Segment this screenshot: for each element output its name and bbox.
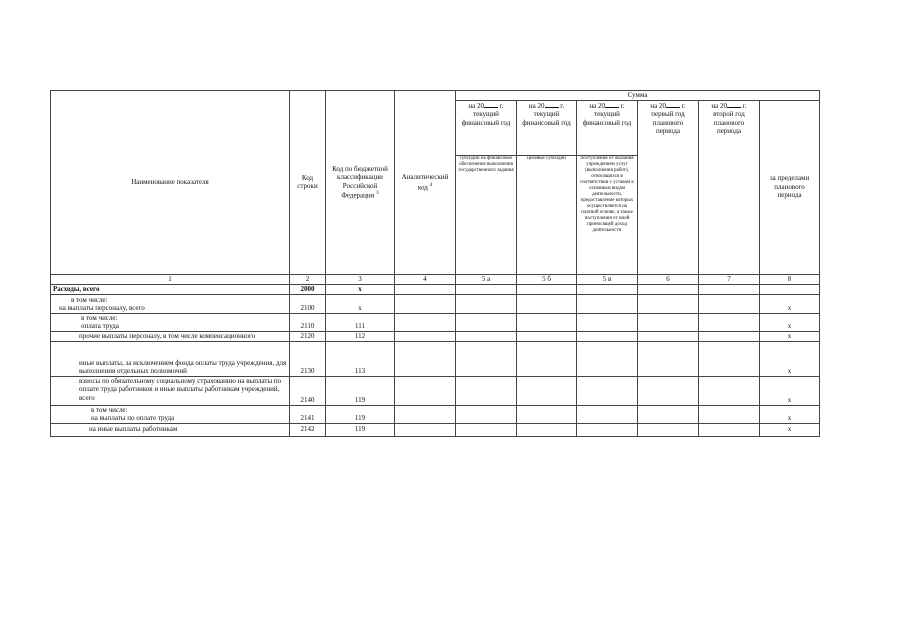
cell-5a[interactable] xyxy=(456,376,517,405)
row-kbk: 119 xyxy=(326,405,395,423)
cell-6[interactable] xyxy=(638,331,699,341)
col-number: 6 xyxy=(638,274,699,284)
header-indicator-name: Наименование показателя xyxy=(51,91,290,275)
cell-5b[interactable] xyxy=(517,331,577,341)
cell-7[interactable] xyxy=(699,376,760,405)
cell-5v[interactable] xyxy=(577,423,638,436)
table-row xyxy=(51,294,820,313)
cell-5v[interactable] xyxy=(577,331,638,341)
cell-7[interactable] xyxy=(699,294,760,313)
row-name: в том числе: на выплаты по оплате труда xyxy=(51,405,290,423)
row-kbk: 119 xyxy=(326,423,395,436)
cell-5b[interactable] xyxy=(517,423,577,436)
row-kbk: 113 xyxy=(326,341,395,376)
header-col5v: на 20 г. текущий финансовый год xyxy=(577,100,638,155)
budget-expenses-table xyxy=(50,90,820,437)
row-kbk: 119 xyxy=(326,376,395,405)
table-row xyxy=(51,405,820,423)
cell-analytic[interactable] xyxy=(395,423,456,436)
cell-8[interactable]: x xyxy=(760,405,820,423)
row-name: прочие выплаты персоналу, в том числе компенсационного xyxy=(51,331,290,341)
header-budget-code xyxy=(326,91,395,275)
header-sum: Сумма xyxy=(456,91,820,101)
header-budget-code-text: Код по бюджетной классификации Российской Федерации xyxy=(332,164,388,200)
table-row xyxy=(51,284,820,294)
row-code: 2000 xyxy=(290,284,326,294)
cell-analytic[interactable] xyxy=(395,405,456,423)
row-code: 2120 xyxy=(290,331,326,341)
row-kbk: 112 xyxy=(326,331,395,341)
col-number: 5 в xyxy=(577,274,638,284)
cell-6[interactable] xyxy=(638,341,699,376)
cell-5b[interactable] xyxy=(517,376,577,405)
row-name: иные выплаты, за исключением фонда оплаты труда учреждения, для выполнения отдельных полномочий xyxy=(51,341,290,376)
cell-5v[interactable] xyxy=(577,405,638,423)
row-name: в том числе: оплата труда xyxy=(51,313,290,331)
cell-8[interactable]: x xyxy=(760,376,820,405)
col-number: 3 xyxy=(326,274,395,284)
cell-analytic[interactable] xyxy=(395,284,456,294)
row-code: 2140 xyxy=(290,376,326,405)
cell-5b[interactable] xyxy=(517,405,577,423)
cell-5a[interactable] xyxy=(456,294,517,313)
cell-5a[interactable] xyxy=(456,341,517,376)
cell-5b[interactable] xyxy=(517,284,577,294)
cell-7[interactable] xyxy=(699,331,760,341)
cell-6[interactable] xyxy=(638,376,699,405)
cell-8[interactable]: x xyxy=(760,331,820,341)
table-row xyxy=(51,423,820,436)
header-analytic-code-note: 4 xyxy=(429,182,433,188)
cell-8[interactable]: x xyxy=(760,341,820,376)
header-budget-code-note: 3 xyxy=(376,191,379,197)
header-col5a: на 20 г. текущий финансовый год xyxy=(456,100,517,155)
col-number: 5 б xyxy=(517,274,577,284)
col-number: 5 а xyxy=(456,274,517,284)
col-number: 7 xyxy=(699,274,760,284)
cell-5v[interactable] xyxy=(577,376,638,405)
cell-5b[interactable] xyxy=(517,294,577,313)
row-name: в том числе: на выплаты персоналу, всего xyxy=(51,294,290,313)
cell-6[interactable] xyxy=(638,284,699,294)
row-code: 2100 xyxy=(290,294,326,313)
row-code: 2142 xyxy=(290,423,326,436)
row-name: взносы по обязательному социальному страхованию на выплаты по оплате труда работников и иные выплаты работникам учреждений, всего xyxy=(51,376,290,405)
header-col7: на 20 г. второй год планового периода xyxy=(699,100,760,274)
row-name: Расходы, всего xyxy=(51,284,290,294)
cell-6[interactable] xyxy=(638,313,699,331)
row-kbk: x xyxy=(326,284,395,294)
cell-5v[interactable] xyxy=(577,284,638,294)
header-col6: на 20 г. первый год планового периода xyxy=(638,100,699,274)
cell-6[interactable] xyxy=(638,423,699,436)
cell-analytic[interactable] xyxy=(395,341,456,376)
cell-analytic[interactable] xyxy=(395,294,456,313)
cell-7[interactable] xyxy=(699,341,760,376)
cell-5a[interactable] xyxy=(456,423,517,436)
cell-7[interactable] xyxy=(699,284,760,294)
cell-5b[interactable] xyxy=(517,313,577,331)
cell-6[interactable] xyxy=(638,405,699,423)
header-col8: за пределами планового периода xyxy=(760,100,820,274)
cell-8[interactable] xyxy=(760,284,820,294)
header-sub5a: субсидии на финансовое обеспечение выполнения государственного задания xyxy=(456,155,517,274)
row-name: на иные выплаты работникам xyxy=(51,423,290,436)
table-row xyxy=(51,331,820,341)
row-kbk: 111 xyxy=(326,313,395,331)
cell-7[interactable] xyxy=(699,405,760,423)
cell-5b[interactable] xyxy=(517,341,577,376)
row-code: 2130 xyxy=(290,341,326,376)
cell-8[interactable]: x xyxy=(760,423,820,436)
col-number: 8 xyxy=(760,274,820,284)
cell-5a[interactable] xyxy=(456,405,517,423)
col-number: 4 xyxy=(395,274,456,284)
col-number: 2 xyxy=(290,274,326,284)
cell-8[interactable]: x xyxy=(760,313,820,331)
header-col5b: на 20 г. текущий финансовый год xyxy=(517,100,577,155)
cell-5a[interactable] xyxy=(456,331,517,341)
cell-7[interactable] xyxy=(699,313,760,331)
row-kbk: x xyxy=(326,294,395,313)
table-row xyxy=(51,376,820,405)
cell-5v[interactable] xyxy=(577,341,638,376)
row-code: 2141 xyxy=(290,405,326,423)
cell-5a[interactable] xyxy=(456,284,517,294)
header-row-code: Код строки xyxy=(290,91,326,275)
cell-analytic[interactable] xyxy=(395,331,456,341)
table-row xyxy=(51,341,820,376)
header-sub5b: целевые субсидии xyxy=(517,155,577,274)
cell-7[interactable] xyxy=(699,423,760,436)
header-analytic-code xyxy=(395,91,456,275)
cell-analytic[interactable] xyxy=(395,313,456,331)
cell-analytic[interactable] xyxy=(395,376,456,405)
header-analytic-code-text: Аналитический код xyxy=(401,173,449,191)
header-sub5v: поступления от оказания учреждением услуг (выполнения работ), относящихся в соответствии с уставом к основным видам деятельности, предоставление которых осуществляется на платной основе, а также поступления от иной приносящей доход деятельности xyxy=(577,155,638,274)
cell-5v[interactable] xyxy=(577,313,638,331)
row-code: 2110 xyxy=(290,313,326,331)
cell-8[interactable]: x xyxy=(760,294,820,313)
cell-5v[interactable] xyxy=(577,294,638,313)
table-row xyxy=(51,313,820,331)
col-number: 1 xyxy=(51,274,290,284)
cell-6[interactable] xyxy=(638,294,699,313)
cell-5a[interactable] xyxy=(456,313,517,331)
